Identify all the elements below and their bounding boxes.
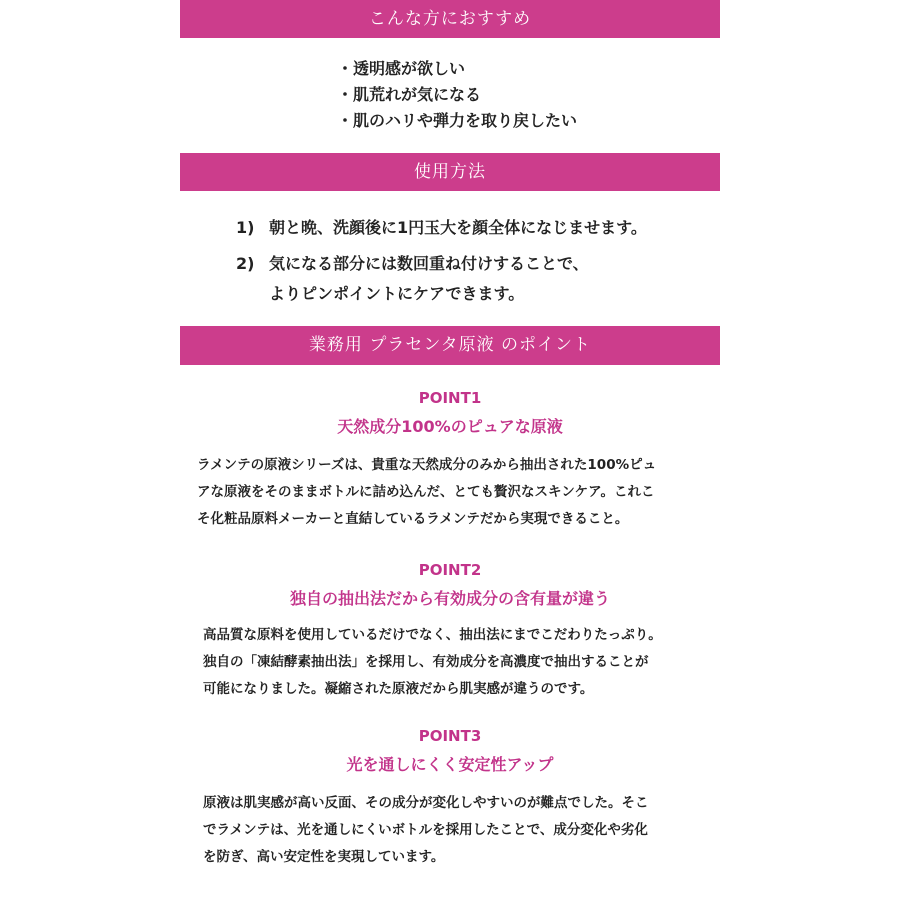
point1-line: アな原液をそのままボトルに詰め込んだ、とても贅沢なスキンケア。これこ <box>197 484 655 500</box>
point2-body <box>203 622 723 703</box>
usage-heading: 使用方法 <box>414 162 486 182</box>
usage-heading-bar <box>180 153 720 191</box>
point1-label: POINT1 <box>418 389 482 407</box>
point2-line: 高品質な原料を使用しているだけでなく、抽出法にまでこだわりたっぷり。 <box>203 627 662 643</box>
point2-label: POINT2 <box>418 561 482 579</box>
recommend-heading: こんな方におすすめ <box>368 9 532 29</box>
recommend-item: ・ 肌荒れが気になる <box>337 82 577 108</box>
points-heading: 業務用 プラセンタ原液 のポイント <box>308 335 592 355</box>
step-text-line: 気になる部分には数回重ね付けすることで、 <box>269 254 589 273</box>
point1-line: ラメンテの原液シリーズは、貴重な天然成分のみから抽出された100%ピュ <box>197 457 657 473</box>
usage-step <box>236 213 706 243</box>
recommend-item: ・ 透明感が欲しい <box>337 56 577 82</box>
recommend-heading-bar <box>180 0 720 38</box>
step-text-line: よりピンポイントにケアできます。 <box>269 284 525 303</box>
step-number: 2) <box>236 254 255 273</box>
step-number: 1) <box>236 218 255 237</box>
point2-title: 独自の抽出法だから有効成分の含有量が違う <box>289 589 610 608</box>
usage-steps <box>236 213 706 315</box>
point1-title: 天然成分100%のピュアな原液 <box>337 417 563 436</box>
point3-line: でラメンテは、光を通しにくいボトルを採用したことで、成分変化や劣化 <box>203 822 648 838</box>
points-heading-bar <box>180 326 720 365</box>
recommend-list <box>337 56 577 134</box>
point2-line: 可能になりました。凝縮された原液だから肌実感が違うのです。 <box>203 681 594 697</box>
point3-line: 原液は肌実感が高い反面、その成分が変化しやすいのが難点でした。そこ <box>203 795 649 811</box>
point3-label: POINT3 <box>418 727 482 745</box>
point1-body <box>197 452 717 533</box>
point3-body <box>203 790 723 871</box>
point3-title: 光を通しにくく安定性アップ <box>346 755 554 774</box>
step-text: 朝と晩、洗顔後に1円玉大を顔全体になじませます。 <box>269 218 647 237</box>
recommend-item: ・ 肌のハリや弾力を取り戻したい <box>337 108 577 134</box>
point2-line: 独自の「凍結酵素抽出法」を採用し、有効成分を高濃度で抽出することが <box>203 654 649 670</box>
point3-line: を防ぎ、高い安定性を実現しています。 <box>203 849 445 865</box>
point1-line: そ化粧品原料メーカーと直結しているラメンテだから実現できること。 <box>197 511 629 527</box>
step-text <box>269 249 706 309</box>
usage-step <box>236 249 706 309</box>
